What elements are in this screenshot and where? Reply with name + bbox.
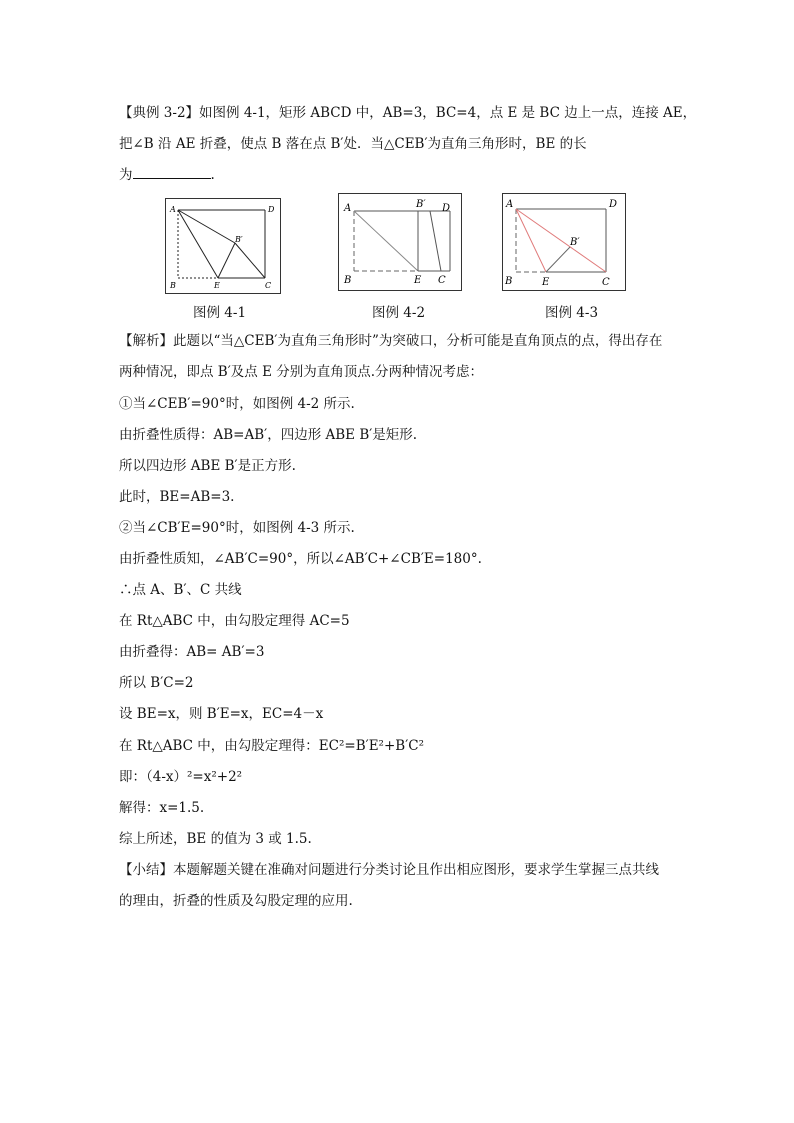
caption-4-2: 图例 4-2 (372, 305, 426, 321)
solution-line-17: 综上所述，BE 的值为 3 或 1.5. (119, 831, 312, 847)
problem-line-2: 把∠B 沿 AE 折叠，使点 B 落在点 B′处．当△CEB′为直角三角形时，BE 的长 (119, 136, 587, 152)
fig3-label-b: B (505, 276, 513, 287)
caption-4-3: 图例 4-3 (545, 305, 599, 321)
solution-line-13: 设 BE=x，则 B′E=x，EC=4－x (119, 706, 324, 722)
fig1-label-c: C (265, 281, 272, 290)
fig3-label-c: C (602, 277, 610, 288)
fig1-label-d: D (268, 205, 275, 214)
fig1-label-b: B (170, 281, 176, 290)
fig2-label-b1: B′ (416, 199, 426, 210)
fig3-label-a: A (506, 199, 514, 210)
solution-line-11: 由折叠得：AB= AB′=3 (119, 644, 265, 660)
solution-line-2: 两种情况，即点 B′及点 E 分别为直角顶点.分两种情况考虑： (119, 364, 484, 380)
fig1-label-b1: B′ (235, 235, 243, 244)
solution-line-12: 所以 B′C=2 (119, 675, 194, 691)
solution-line-7: ②当∠CB′E=90°时，如图例 4-3 所示. (119, 520, 355, 536)
problem-line-3-text: 为 (119, 167, 133, 183)
fig2-label-a: A (344, 203, 352, 214)
fig2-label-b: B (344, 275, 352, 286)
solution-line-16: 解得：x=1.5. (119, 800, 205, 816)
fig3-label-d: D (609, 199, 618, 210)
fig2-label-c: C (438, 275, 446, 286)
fig3-label-b1: B′ (570, 237, 580, 248)
caption-4-1: 图例 4-1 (193, 305, 247, 321)
fig3-label-e: E (542, 277, 550, 288)
problem-line-1: 【典例 3-2】如图例 4-1，矩形 ABCD 中，AB=3，BC=4，点 E 是 BC 边上一点，连接 AE， (119, 105, 697, 121)
figure-4-1 (165, 198, 281, 294)
solution-line-6: 此时，BE=AB=3. (119, 489, 235, 505)
solution-line-4: 由折叠性质得：AB=AB′，四边形 ABE B′是矩形. (119, 427, 418, 443)
solution-line-10: 在 Rt△ABC 中，由勾股定理得 AC=5 (119, 613, 350, 629)
solution-line-9: ∴点 A、B′、C 共线 (119, 582, 242, 598)
solution-line-15: 即：（4-x）²=x²+2² (119, 769, 243, 785)
solution-line-3: ①当∠CEB′=90°时，如图例 4-2 所示. (119, 396, 355, 412)
solution-line-1: 【解析】此题以“当△CEB′为直角三角形时”为突破口，分析可能是直角顶点的点，得出存在 (119, 333, 663, 349)
problem-line-3: 为 . (119, 167, 215, 183)
fig2-label-e: E (414, 275, 422, 286)
solution-line-8: 由折叠性质知，∠AB′C=90°，所以∠AB′C+∠CB′E=180°. (119, 551, 482, 567)
summary-line-2: 的理由，折叠的性质及勾股定理的应用. (119, 893, 353, 909)
fig1-label-a: A (170, 205, 176, 214)
solution-line-5: 所以四边形 ABE B′是正方形. (119, 458, 296, 474)
answer-blank (133, 166, 211, 179)
figure-4-3 (502, 193, 626, 291)
solution-line-14: 在 Rt△ABC 中，由勾股定理得：EC²=B′E²+B′C² (119, 738, 425, 754)
summary-line-1: 【小结】本题解题关键在准确对问题进行分类讨论且作出相应图形，要求学生掌握三点共线 (119, 862, 659, 878)
fig1-label-e: E (214, 281, 220, 290)
fig2-label-d: D (442, 203, 451, 214)
figure-4-2 (338, 193, 462, 291)
